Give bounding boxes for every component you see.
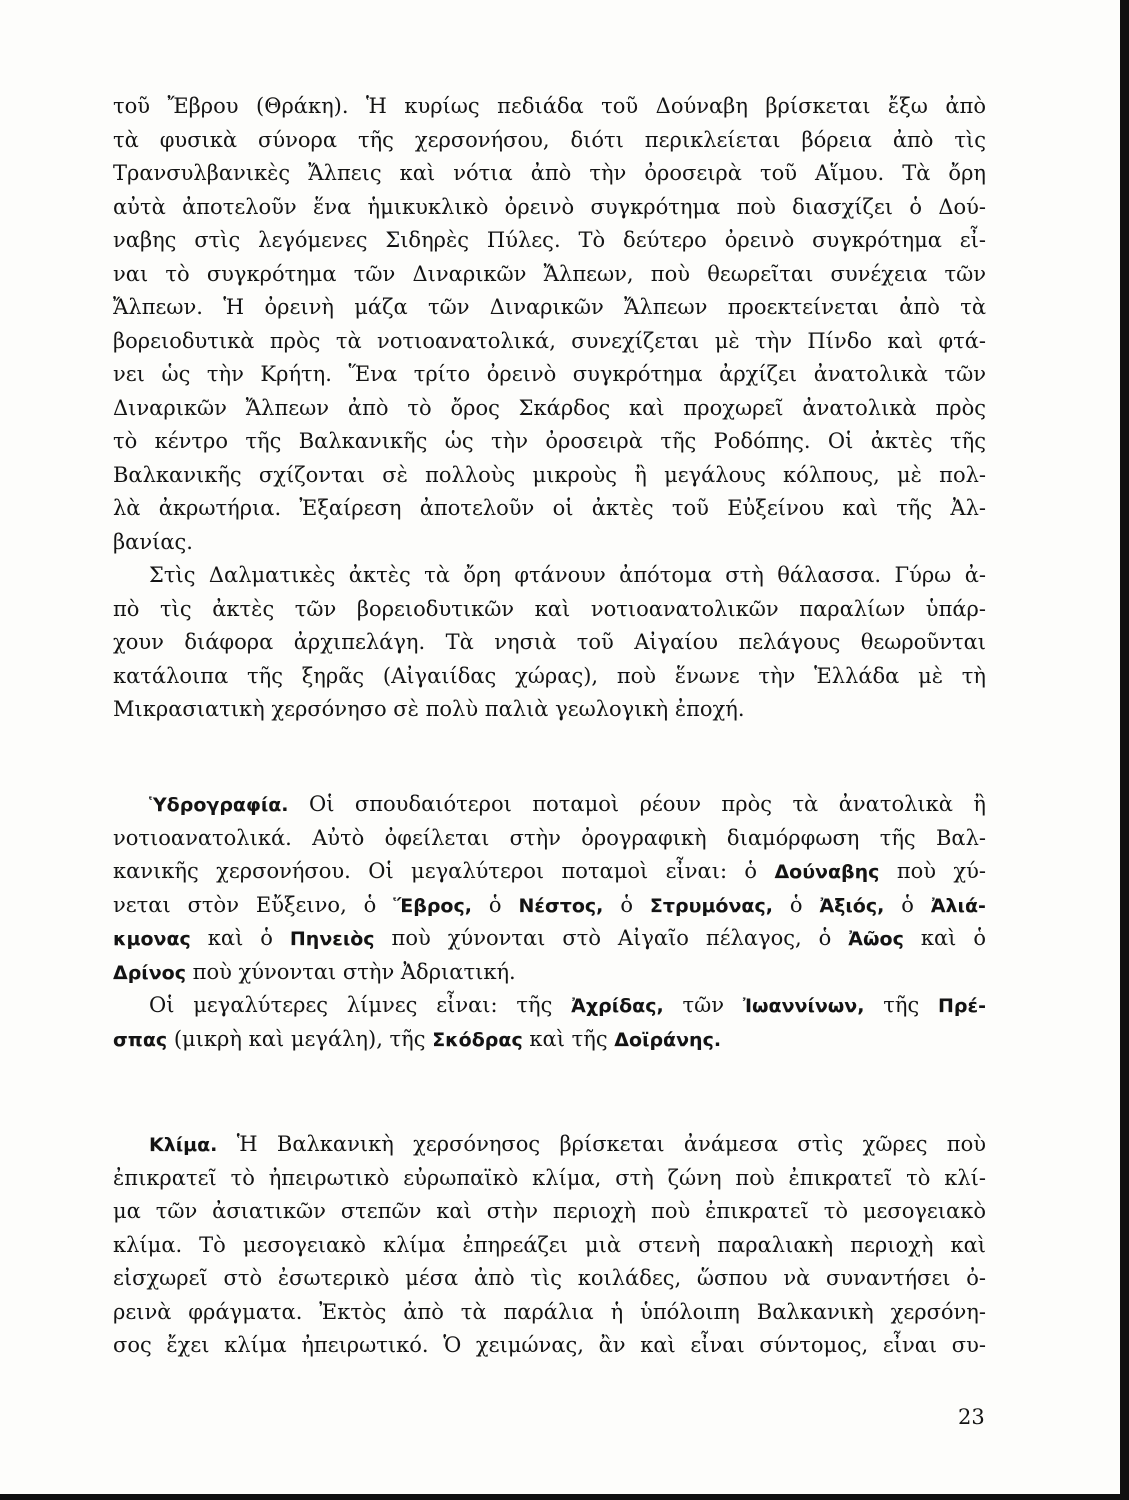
- text-line: Τρανσυλβανικὲς Ἄλπεις καὶ νότια ἀπὸ τὴν ὀροσειρὰ τοῦ Αἵμου. Τὰ ὄρη: [113, 161, 986, 185]
- lake-name: Πρέ-: [938, 995, 986, 1017]
- river-name: Δρίνος: [113, 961, 186, 984]
- text-line: βανίας.: [113, 529, 193, 554]
- text-line: Ἄλπεων. Ἡ ὀρεινὴ μάζα τῶν Διναρικῶν Ἄλπεων προεκτείνεται ἀπὸ τὰ: [113, 295, 986, 319]
- river-name: κμονας: [113, 928, 191, 950]
- text-line: Στὶς Δαλματικὲς ἀκτὲς τὰ ὄρη φτάνουν ἀπότομα στὴ θάλασσα. Γύρω ἀ-: [149, 563, 986, 587]
- text-line: τὸ κέντρο τῆς Βαλκανικῆς ὡς τὴν ὀροσειρὰ τῆς Ροδόπης. Οἱ ἀκτὲς τῆς: [113, 429, 986, 453]
- text-line: Μικρασιατικὴ χερσόνησο σὲ πολὺ παλιὰ γεωλογικὴ ἐποχή.: [113, 697, 745, 721]
- river-name: Νέστος,: [518, 894, 604, 917]
- river-name: Ἀῶος: [848, 928, 904, 950]
- text-line: Βαλκανικῆς σχίζονται σὲ πολλοὺς μικροὺς ἢ μεγάλους κόλπους, μὲ πολ-: [113, 462, 986, 487]
- text-line: βορειοδυτικὰ πρὸς τὰ νοτιοανατολικά, συνεχίζεται μὲ τὴν Πίνδο καὶ φτά-: [113, 328, 986, 353]
- text-line: ρεινὰ φράγματα. Ἐκτὸς ἀπὸ τὰ παράλια ἡ ὑπόλοιπη Βαλκανικὴ χερσόνη-: [113, 1299, 986, 1324]
- text-line: ἐπικρατεῖ τὸ ἠπειρωτικὸ εὐρωπαϊκὸ κλίμα, στὴ ζώνη ποὺ ἐπικρατεῖ τὸ κλί-: [113, 1165, 986, 1190]
- text-line: ναβης στὶς λεγόμενες Σιδηρὲς Πύλες. Τὸ δεύτερο ὀρεινὸ συγκρότημα εἶ-: [113, 228, 986, 252]
- text-line: Δρίνος ποὺ χύνονται στὴν Ἀδριατική.: [113, 959, 516, 984]
- text-line: Διναρικῶν Ἄλπεων ἀπὸ τὸ ὄρος Σκάρδος καὶ προχωρεῖ ἀνατολικὰ πρὸς: [113, 395, 986, 420]
- text-line: μα τῶν ἀσιατικῶν στεπῶν καὶ στὴν περιοχὴ ποὺ ἐπικρατεῖ τὸ μεσογειακὸ: [113, 1199, 986, 1223]
- text-line: Οἱ μεγαλύτερες λίμνες εἶναι: τῆς Ἀχρίδας, τῶν Ἰωαννίνων, τῆς Πρέ-: [149, 993, 986, 1017]
- text-line: χουν διάφορα ἀρχιπελάγη. Τὰ νησιὰ τοῦ Αἰγαίου πελάγους θεωροῦνται: [113, 630, 986, 654]
- text-line: κμονας καὶ ὁ Πηνειὸς ποὺ χύνονται στὸ Αἰγαῖο πέλαγος, ὁ Ἀῶος καὶ ὁ: [113, 926, 986, 950]
- page-number: 23: [958, 1405, 985, 1429]
- text-line: τὰ φυσικὰ σύνορα τῆς χερσονήσου, διότι περικλείεται βόρεια ἀπὸ τὶς: [113, 127, 986, 152]
- text-line: κανικῆς χερσονήσου. Οἱ μεγαλύτεροι ποταμοὶ εἶναι: ὁ Δούναβης ποὺ χύ-: [113, 859, 986, 883]
- text-line: νεται στὸν Εὔξεινο, ὁ Ἕβρος, ὁ Νέστος, ὁ Στρυμόνας, ὁ Ἀξιός, ὁ Ἀλιά-: [113, 892, 986, 917]
- river-name: Δούναβης: [774, 861, 880, 883]
- text-line: λὰ ἀκρωτήρια. Ἐξαίρεση ἀποτελοῦν οἱ ἀκτὲς τοῦ Εὐξείνου καὶ τῆς Ἀλ-: [113, 496, 986, 520]
- lake-name: Ἰωαννίνων,: [742, 995, 865, 1017]
- river-name: Ἀξιός,: [819, 894, 885, 917]
- hydrography-section: [113, 788, 986, 1056]
- text-line: σπας (μικρὴ καὶ μεγάλη), τῆς Σκόδρας καὶ τῆς Δοϊράνης.: [113, 1026, 722, 1051]
- text-line: Κλίμα. Ἡ Βαλκανικὴ χερσόνησος βρίσκεται ἀνάμεσα στὶς χῶρες ποὺ: [149, 1132, 986, 1156]
- text-line: τοῦ Ἔβρου (Θράκη). Ἡ κυρίως πεδιάδα τοῦ Δούναβη βρίσκεται ἔξω ἀπὸ: [113, 94, 986, 118]
- geography-paragraph: [113, 90, 986, 727]
- section-heading-hydrography: Ὑδρογραφία.: [149, 794, 289, 816]
- text-line: σος ἔχει κλίμα ἠπειρωτικό. Ὁ χειμώνας, ἂν καὶ εἶναι σύντομος, εἶναι συ-: [113, 1333, 986, 1357]
- text-line: νει ὡς τὴν Κρήτη. Ἕνα τρίτο ὀρεινὸ συγκρότημα ἀρχίζει ἀνατολικὰ τῶν: [113, 362, 986, 386]
- lake-name: Ἀχρίδας,: [571, 995, 664, 1017]
- climate-section: [113, 1128, 986, 1363]
- text-line: αὐτὰ ἀποτελοῦν ἕνα ἡμικυκλικὸ ὀρεινὸ συγκρότημα ποὺ διασχίζει ὁ Δού-: [113, 194, 986, 219]
- lake-name: Δοϊράνης.: [614, 1028, 722, 1051]
- text-line: Ὑδρογραφία. Οἱ σπουδαιότεροι ποταμοὶ ρέουν πρὸς τὰ ἀνατολικὰ ἢ: [149, 792, 986, 816]
- lake-name: Σκόδρας: [432, 1028, 523, 1051]
- text-line: πὸ τὶς ἀκτὲς τῶν βορειοδυτικῶν καὶ νοτιοανατολικῶν παραλίων ὑπάρ-: [113, 596, 986, 621]
- text-line: ναι τὸ συγκρότημα τῶν Διναρικῶν Ἄλπεων, ποὺ θεωρεῖται συνέχεια τῶν: [113, 261, 986, 286]
- river-name: Στρυμόνας,: [649, 894, 773, 917]
- text-line: εἰσχωρεῖ στὸ ἐσωτερικὸ μέσα ἀπὸ τὶς κοιλάδες, ὥσπου νὰ συναντήσει ὀ-: [113, 1266, 986, 1290]
- text-line: κατάλοιπα τῆς ξηρᾶς (Αἰγαιίδας χώρας), ποὺ ἕνωνε τὴν Ἑλλάδα μὲ τὴ: [113, 663, 986, 688]
- river-name: Πηνειὸς: [289, 928, 375, 950]
- lake-name: σπας: [113, 1028, 168, 1051]
- river-name: Ἀλιά-: [930, 894, 986, 917]
- section-heading-climate: Κλίμα.: [149, 1134, 218, 1156]
- river-name: Ἕβρος,: [393, 894, 472, 917]
- text-line: κλίμα. Τὸ μεσογειακὸ κλίμα ἐπηρεάζει μιὰ στενὴ παραλιακὴ περιοχὴ καὶ: [113, 1232, 986, 1257]
- text-line: νοτιοανατολικά. Αὐτὸ ὀφείλεται στὴν ὀρογραφικὴ διαμόρφωση τῆς Βαλ-: [113, 825, 986, 850]
